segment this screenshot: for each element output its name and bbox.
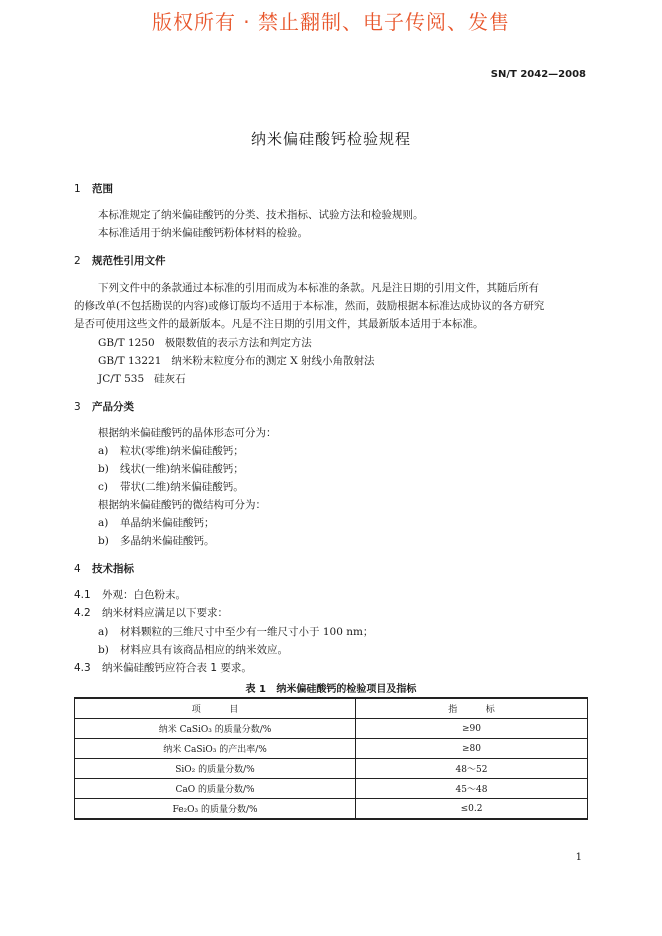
item-cell: SiO₂ 的质量分数/%	[75, 759, 356, 779]
spec-cell: 45～48	[356, 779, 588, 799]
table-row	[75, 759, 588, 779]
list-item	[98, 624, 373, 639]
list-marker: c)	[98, 481, 108, 493]
section-title: 规范性引用文件	[92, 255, 166, 267]
paragraph: 本标准规定了纳米偏硅酸钙的分类、技术指标、试验方法和检验规则。	[98, 209, 424, 221]
item-cell: Fe₂O₃ 的质量分数/%	[75, 799, 356, 820]
table-row	[75, 719, 588, 739]
section-title: 产品分类	[92, 401, 134, 413]
list-item	[98, 533, 215, 548]
section-1-heading	[74, 181, 113, 196]
table-row	[75, 779, 588, 799]
page-number: 1	[575, 852, 582, 863]
table-header-row	[75, 698, 588, 719]
clause-text: 纳米偏硅酸钙应符合表 1 要求。	[102, 662, 252, 674]
clause-text: 纳米材料应满足以下要求：	[102, 607, 228, 619]
clause-4-3	[74, 660, 252, 675]
list-text: 粒状(零维)纳米偏硅酸钙；	[120, 445, 244, 457]
item-cell: 纳米 CaSiO₃ 的质量分数/%	[75, 719, 356, 739]
section-number: 2	[74, 255, 81, 267]
list-text: 多晶纳米偏硅酸钙。	[120, 535, 215, 547]
clause-4-1	[74, 587, 186, 602]
header-spec: 指 标	[356, 698, 588, 719]
spec-cell: ≥90	[356, 719, 588, 739]
list-text: 线状(一维)纳米偏硅酸钙；	[120, 463, 244, 475]
copyright-watermark: 版权所有 · 禁止翻制、电子传阅、发售	[151, 10, 511, 34]
spec-cell: ≥80	[356, 739, 588, 759]
table-row	[75, 799, 588, 820]
list-text: 单晶纳米偏硅酸钙；	[120, 517, 215, 529]
clause-number: 4.3	[74, 662, 91, 674]
spec-table	[74, 697, 588, 820]
section-number: 4	[74, 563, 81, 575]
list-marker: b)	[98, 463, 109, 475]
list-item	[98, 515, 215, 530]
paragraph: 根据纳米偏硅酸钙的晶体形态可分为：	[98, 427, 277, 439]
section-3-heading	[74, 399, 134, 414]
list-item	[98, 443, 244, 458]
standard-number: SN/T 2042—2008	[490, 69, 586, 80]
clause-text: 外观：白色粉末。	[102, 589, 186, 601]
list-marker: a)	[98, 517, 109, 529]
list-item	[98, 461, 244, 476]
paragraph: 根据纳米偏硅酸钙的微结构可分为：	[98, 499, 266, 511]
section-4-heading	[74, 561, 134, 576]
list-item	[98, 642, 288, 657]
section-number: 3	[74, 401, 81, 413]
clause-4-2	[74, 605, 228, 620]
section-title: 技术指标	[92, 563, 134, 575]
paragraph-line: 是否可使用这些文件的最新版本。凡是不注日期的引用文件，其最新版本适用于本标准。	[74, 318, 484, 330]
spec-cell: 48～52	[356, 759, 588, 779]
section-2-heading	[74, 253, 166, 268]
clause-number: 4.1	[74, 589, 91, 601]
list-text: 材料颗粒的三维尺寸中至少有一维尺寸小于 100 nm；	[120, 626, 374, 638]
list-text: 材料应具有该商品相应的纳米效应。	[120, 644, 288, 656]
section-title: 范围	[92, 183, 113, 195]
normative-reference: GB/T 13221 纳米粉末粒度分布的测定 X 射线小角散射法	[98, 355, 375, 367]
normative-reference: GB/T 1250 极限数值的表示方法和判定方法	[98, 337, 312, 349]
document-title: 纳米偏硅酸钙检验规程	[250, 130, 411, 148]
list-marker: a)	[98, 626, 109, 638]
clause-number: 4.2	[74, 607, 91, 619]
list-marker: b)	[98, 535, 109, 547]
table-row	[75, 739, 588, 759]
paragraph: 本标准适用于纳米偏硅酸钙粉体材料的检验。	[98, 227, 308, 239]
item-cell: 纳米 CaSiO₃ 的产出率/%	[75, 739, 356, 759]
list-text: 带状(二维)纳米偏硅酸钙。	[120, 481, 244, 493]
list-marker: b)	[98, 644, 109, 656]
table-caption: 表 1 纳米偏硅酸钙的检验项目及指标	[245, 684, 417, 695]
section-number: 1	[74, 183, 81, 195]
paragraph-line: 的修改单(不包括勘误的内容)或修订版均不适用于本标准，然而，鼓励根据本标准达成协议的各方研究	[74, 300, 545, 312]
paragraph-line: 下列文件中的条款通过本标准的引用而成为本标准的条款。凡是注日期的引用文件，其随后所有	[98, 282, 539, 294]
spec-cell: ≤0.2	[356, 799, 588, 820]
header-item: 项 目	[75, 698, 356, 719]
item-cell: CaO 的质量分数/%	[75, 779, 356, 799]
list-marker: a)	[98, 445, 109, 457]
normative-reference: JC/T 535 硅灰石	[98, 373, 186, 385]
list-item	[98, 479, 244, 494]
